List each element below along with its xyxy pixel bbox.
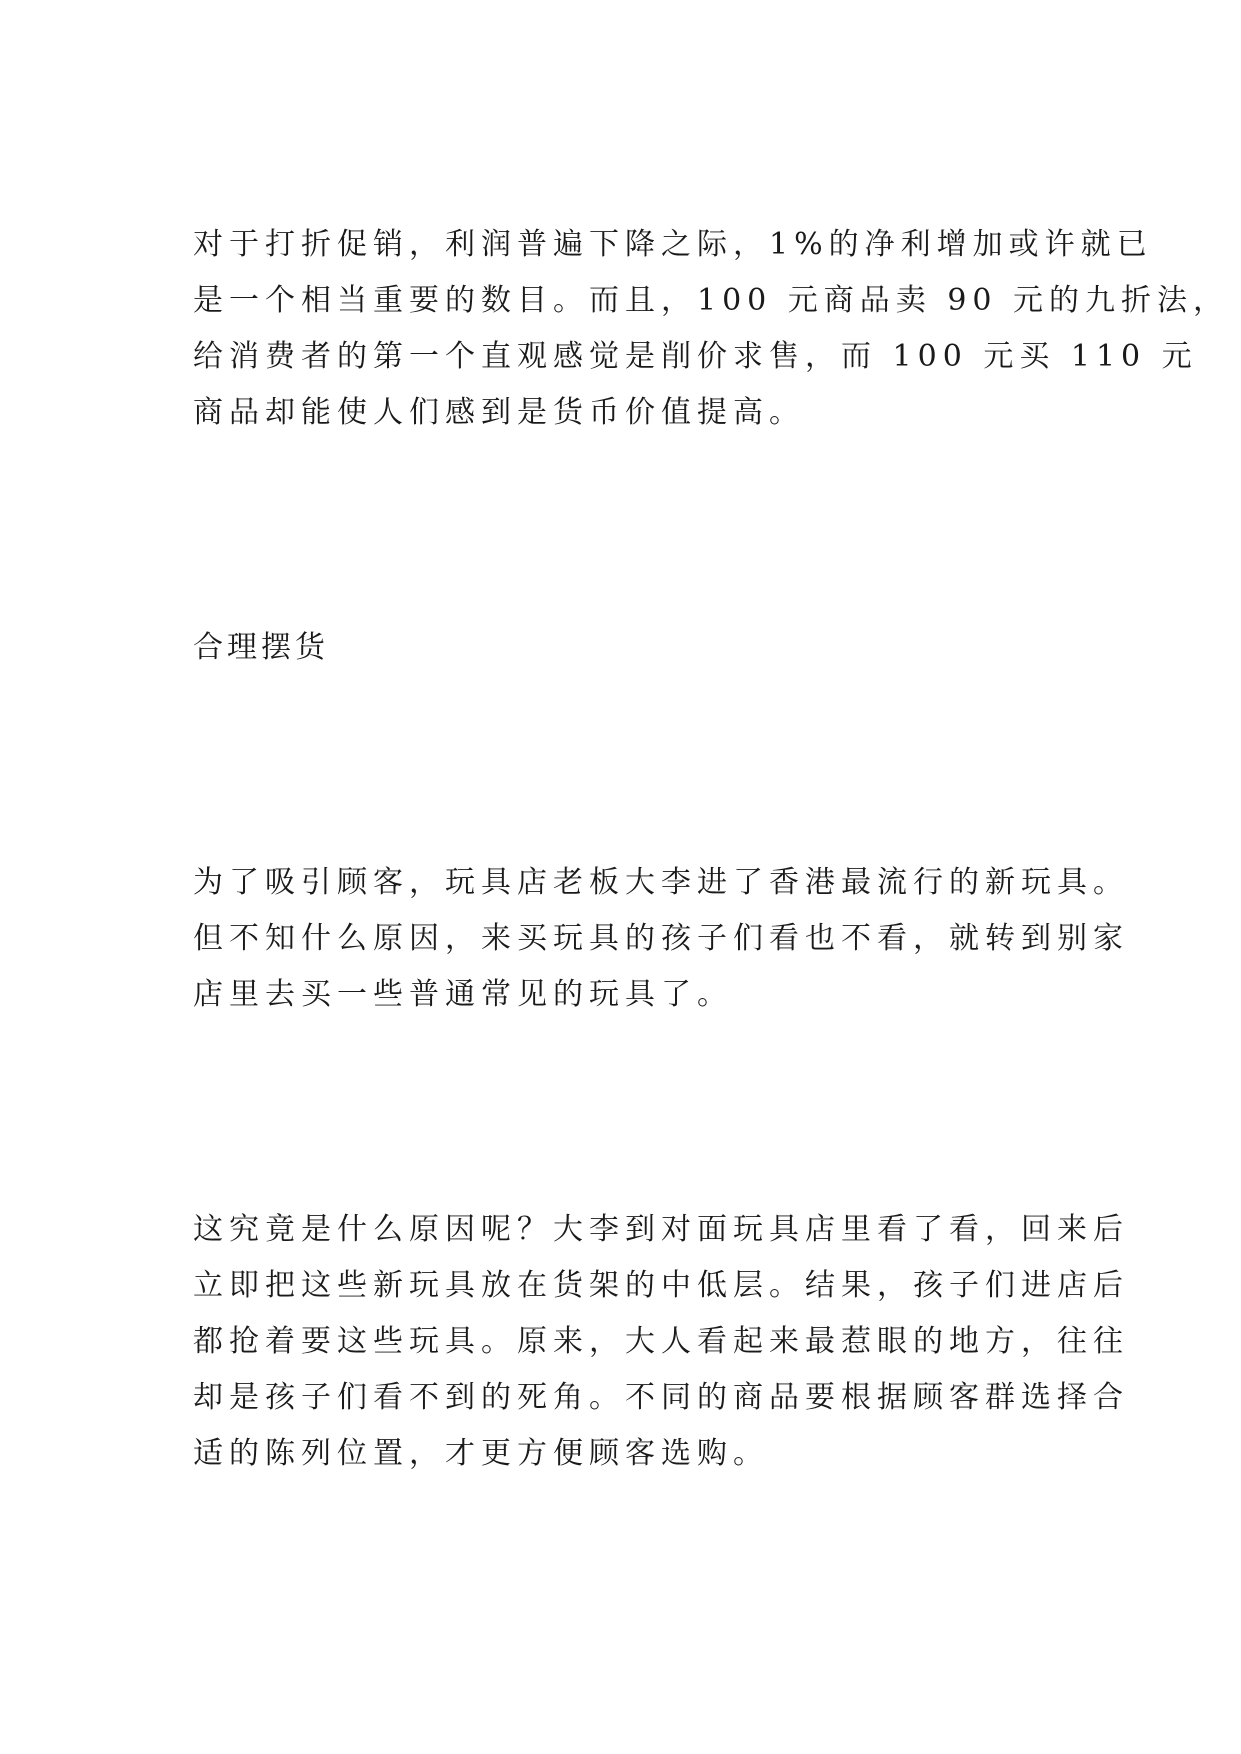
paragraph-line: 却是孩子们看不到的死角。不同的商品要根据顾客群选择合 <box>193 1380 1129 1415</box>
paragraph-line: 店里去买一些普通常见的玩具了。 <box>193 977 733 1012</box>
paragraph-line: 对于打折促销，利润普遍下降之际，1%的净利增加或许就已 <box>193 227 1153 262</box>
paragraph-line: 给消费者的第一个直观感觉是削价求售，而 100 元买 110 元 <box>193 339 1198 374</box>
section-heading: 合理摆货 <box>193 630 329 665</box>
paragraph-line: 适的陈列位置，才更方便顾客选购。 <box>193 1436 769 1471</box>
paragraph-line: 但不知什么原因，来买玩具的孩子们看也不看，就转到别家 <box>193 921 1129 956</box>
paragraph-line: 为了吸引顾客，玩具店老板大李进了香港最流行的新玩具。 <box>193 865 1129 900</box>
paragraph-line: 立即把这些新玩具放在货架的中低层。结果，孩子们进店后 <box>193 1268 1129 1303</box>
paragraph-line: 是一个相当重要的数目。而且，100 元商品卖 90 元的九折法， <box>193 283 1230 318</box>
paragraph-line: 这究竟是什么原因呢？大李到对面玩具店里看了看，回来后 <box>193 1212 1129 1247</box>
paragraph-line: 都抢着要这些玩具。原来，大人看起来最惹眼的地方，往往 <box>193 1324 1129 1359</box>
paragraph-line: 商品却能使人们感到是货币价值提高。 <box>193 395 805 430</box>
